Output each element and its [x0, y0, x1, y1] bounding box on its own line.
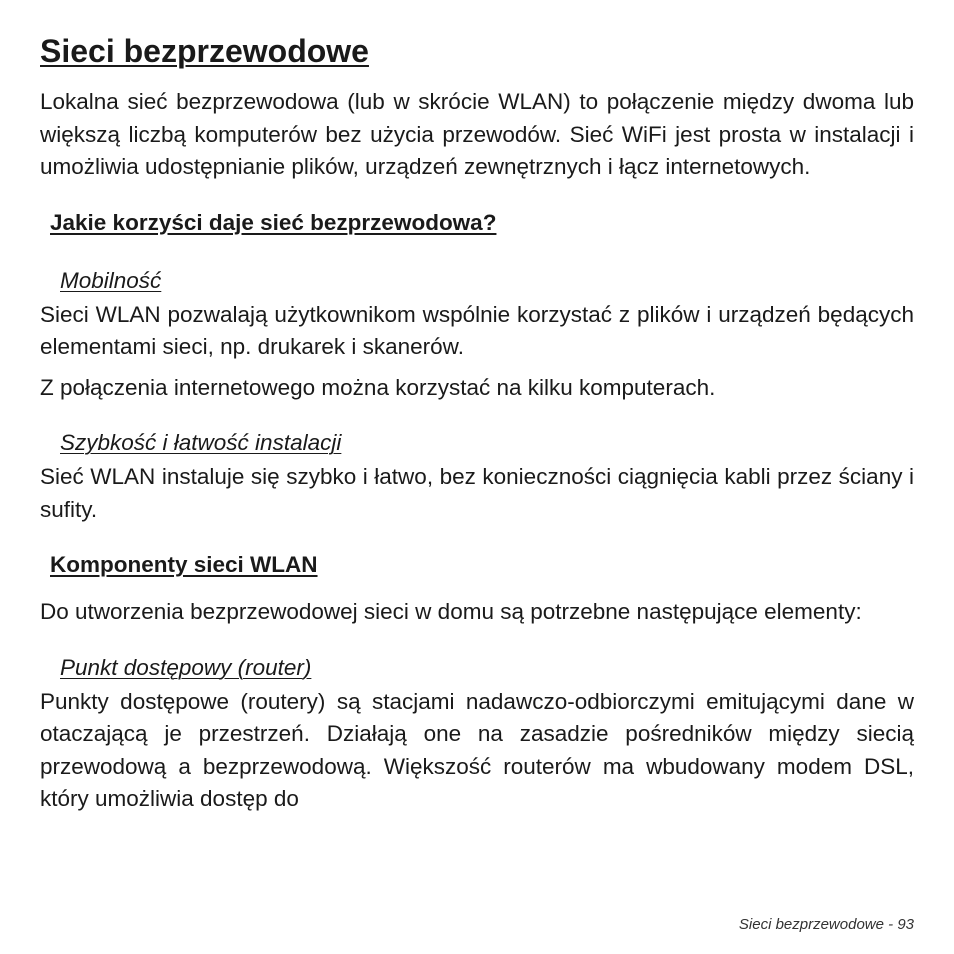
- page-content: [40, 26, 914, 816]
- components-paragraph: Do utworzenia bezprzewodowej sieci w domu są potrzebne następujące elementy:: [40, 599, 862, 624]
- speed-paragraph: Sieć WLAN instaluje się szybko i łatwo, bez konieczności ciągnięcia kabli przez ściany i sufity.: [40, 464, 914, 522]
- footer-separator: -: [883, 916, 898, 933]
- components-heading: Komponenty sieci WLAN: [50, 552, 318, 577]
- page-title: Sieci bezprzewodowe: [40, 33, 369, 69]
- page-footer: [739, 916, 914, 933]
- footer-section-name: Sieci bezprzewodowe: [738, 916, 884, 933]
- mobility-paragraph-2: Z połączenia internetowego można korzystać na kilku komputerach.: [40, 374, 716, 400]
- mobility-paragraph-1: Sieci WLAN pozwalają użytkownikom wspólnie korzystać z plików i urządzeń będących elementami sieci, np. drukarek i skanerów.: [40, 301, 914, 359]
- page-number: 93: [897, 916, 914, 933]
- router-paragraph: Punkty dostępowe (routery) są stacjami nadawczo-odbiorczymi emitującymi dane w otaczającą je przestrzeń. Działają one na zasadzie pośredników między siecią przewodową a bezprzewodową. Większość routerów ma wbudowany modem DSL, który umożliwia dostęp do: [40, 688, 914, 811]
- intro-paragraph: Lokalna sieć bezprzewodowa (lub w skrócie WLAN) to połączenie między dwoma lub większą liczbą komputerów bez użycia przewodów. Sieć WiFi jest prosta w instalacji i umożliwia udostępnianie plików, urządzeń zewnętrznych i łącz internetowych.: [40, 89, 914, 179]
- router-subheading: Punkt dostępowy (router): [60, 654, 312, 680]
- speed-subheading: Szybkość i łatwość instalacji: [60, 430, 342, 455]
- benefits-heading: Jakie korzyści daje sieć bezprzewodowa?: [50, 209, 497, 235]
- mobility-subheading: Mobilność: [60, 267, 162, 293]
